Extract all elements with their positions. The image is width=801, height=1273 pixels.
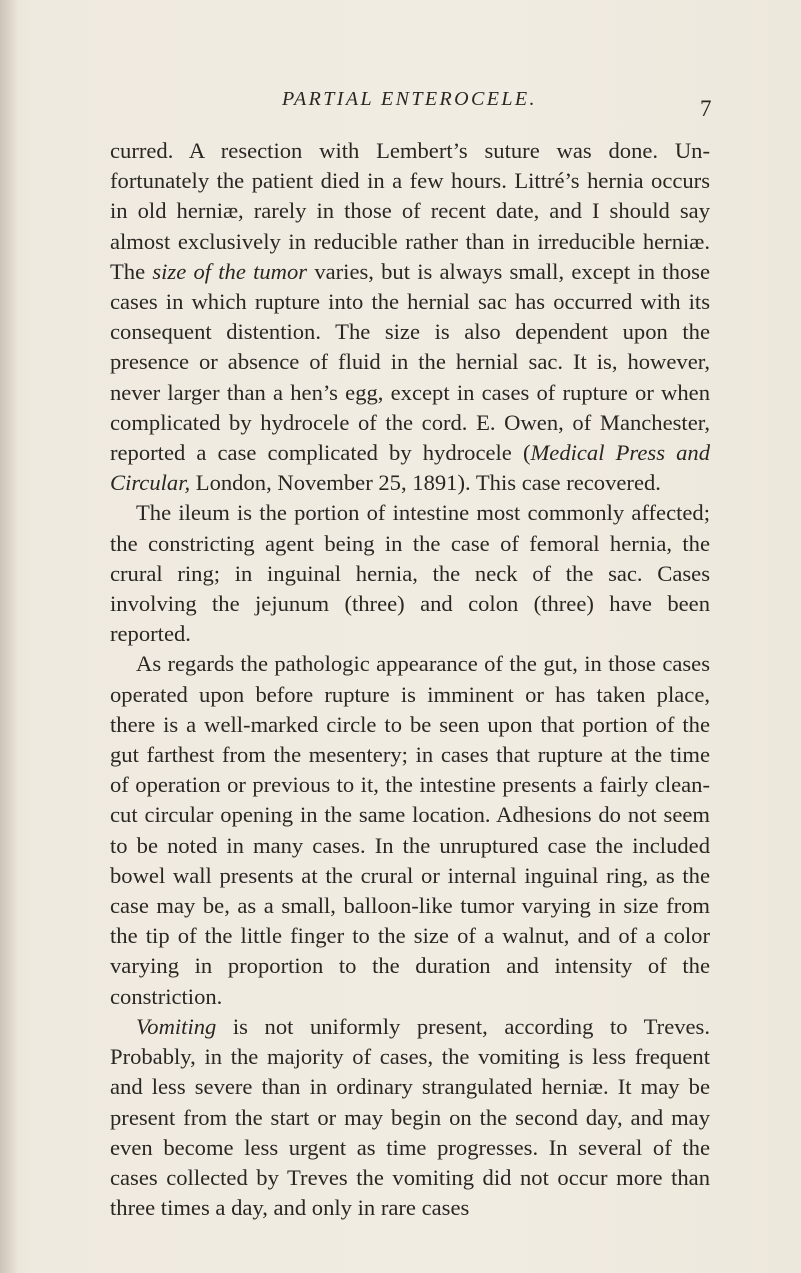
page-number: 7 [700,96,712,121]
paragraph-1-italic-size-of-tumor: size of the tumor [152,258,308,284]
paragraph-1-text-e: London, November 25, 1891). This case recovered. [190,470,661,496]
paragraph-1 [110,136,710,498]
paragraph-3: As regards the pathologic appearance of the gut, in those cases operated upon before rupture is imminent or has taken place, there is a well-marked circle to be seen upon that portion of the gut farthest from the mesentery; in cases that rupture at the time of operation or previous to it, the intestine presents a fairly clean-cut circular opening in the same location. Adhesions do not seem to be noted in many cases. In the unruptured case the included bowel wall presents at the crural or internal inguinal ring, as the case may be, as a small, balloon-like tumor varying in size from the tip of the little finger to the size of a walnut, and of a color varying in proportion to the duration and intensity of the constriction. [110,651,710,1009]
page-gutter-shadow [0,0,18,1273]
page-header [0,88,801,121]
running-title: PARTIAL ENTEROCELE. [282,88,537,110]
paragraph-1-text-a: curred. A resection with Lembert’s suture was done. Unfortunately the patient died in a few hours. Littré’s hernia occurs in old herniæ, rarely in those of recent date, and I should say almost exclusively in reducible rather than in irreducible herniæ. The [110,138,710,284]
paragraph-4 [110,1012,710,1223]
paragraph-4-text-b: is not uniformly present, according to Treves. Probably, in the majority of cases, the vomiting is less frequent and less severe than in ordinary strangulated herniæ. It may be present from the start or may begin on the second day, and may even become less urgent as time progresses. In several of the cases collected by Treves the vomiting did not occur more than three times a day, and only in rare cases [110,1013,710,1221]
paragraph-1-italic-journal-title: Medical Press and Circular, [110,440,710,496]
paragraph-4-italic-vomiting: Vomiting [136,1013,217,1039]
paragraph-2: The ileum is the portion of intestine most commonly affected; the constricting agent being in the case of femoral hernia, the crural ring; in inguinal hernia, the neck of the sac. Cases involving the jejunum (three) and colon (three) have been reported. [110,500,710,647]
body-text [110,136,710,1223]
paragraph-1-text-c: varies, but is always small, except in those cases in which rupture into the hernial sac has occurred with its consequent distention. The size is also dependent upon the presence or absence of fluid in the hernial sac. It is, however, never larger than a hen’s egg, except in cases of rupture or when complicated by hydrocele of the cord. E. Owen, of Manchester, reported a case complicated by hydrocele ( [110,258,710,466]
